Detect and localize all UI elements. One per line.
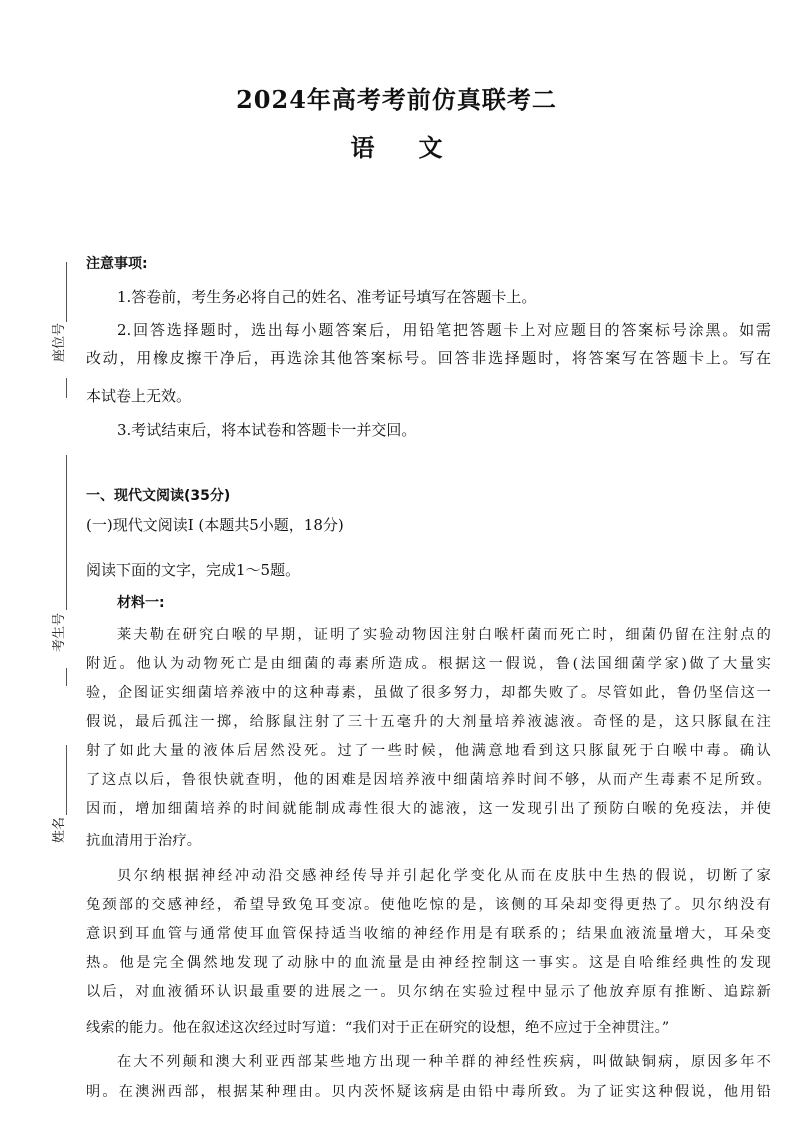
reading-instruction: 阅读下面的文字，完成1～5题。 (86, 561, 301, 579)
notice-item-2-line-3: 本试卷上无效。 (86, 387, 192, 405)
passage-line: 附近。他认为动物死亡是由细菌的毒素所造成。根据这一假说，鲁(法国细菌学家)做了大量实 (86, 656, 771, 672)
margin-line-seat-bottom (66, 378, 67, 398)
passage-line: 明。在澳洲西部，根据某种理由。贝内茨怀疑该病是由铅中毒所致。为了证实这种假说，他用铅 (86, 1084, 771, 1100)
passage-line: 线索的能力。他在叙述这次经过时写道：“我们对于正在研究的设想，绝不应过于全神贯注。” (86, 1020, 670, 1036)
notice-item-1: 1.答卷前，考生务必将自己的姓名、准考证号填写在答题卡上。 (117, 288, 537, 306)
passage-line: 验，企图证实细菌培养液中的这种毒素，虽做了很多努力，却都失败了。尽管如此，鲁仍坚信这一 (86, 685, 771, 701)
passage-line: 莱夫勒在研究白喉的早期，证明了实验动物因注射白喉杆菌而死亡时，细菌仍留在注射点的 (117, 627, 771, 643)
margin-line-seat-top (66, 262, 67, 322)
passage-line: 假说，最后孤注一掷，给豚鼠注射了三十五毫升的大剂量培养液滤液。奇怪的是，这只豚鼠在注 (86, 714, 771, 730)
passage-line: 了这点以后，鲁很快就查明，他的困难是因培养液中细菌培养时间不够，从而产生毒素不足所致。 (86, 772, 771, 788)
passage-line: 热。他是完全偶然地发现了动脉中的血流量是由神经控制这一事实。这是自哈维经典性的发现 (86, 955, 771, 971)
exam-title: 2024年高考考前仿真联考二 (236, 85, 557, 114)
section-heading: 一、现代文阅读(35分) (86, 488, 231, 504)
passage-line: 抗血清用于治疗。 (86, 833, 202, 849)
subject-title: 语文 (350, 133, 487, 162)
passage-line: 射了如此大量的液体后居然没死。过了一些时候，他满意地看到这只豚鼠死于白喉中毒。确认 (86, 743, 771, 759)
passage-line: 贝尔纳根据神经冲动沿交感神经传导并引起化学变化从而在皮肤中生热的假说，切断了家 (117, 868, 771, 884)
margin-label-exam-no: 考生号 (52, 612, 67, 652)
margin-line-exam-no-bottom (66, 668, 67, 686)
margin-label-name: 姓名 (52, 817, 67, 844)
notice-item-3: 3.考试结束后，将本试卷和答题卡一并交回。 (117, 421, 417, 439)
subsection-heading: (一)现代文阅读I (本题共5小题，18分) (86, 516, 344, 534)
margin-line-name-top (66, 745, 67, 815)
margin-line-exam-no-top (66, 455, 67, 610)
notice-item-2-line-2: 改动，用橡皮擦干净后，再选涂其他答案标号。回答非选择题时，将答案写在答题卡上。写在 (86, 349, 771, 367)
notice-heading: 注意事项: (86, 256, 148, 272)
passage-line: 兔颈部的交感神经，希望导致兔耳变凉。使他吃惊的是，该侧的耳朵却变得更热了。贝尔纳没有 (86, 897, 771, 913)
passage-line: 意识到耳血管与通常使耳血管保持适当收缩的神经作用是有联系的；结果血液流量增大，耳朵变 (86, 926, 771, 942)
passage-line: 以后，对血液循环认识最重要的进展之一。贝尔纳在实验过程中显示了他放弃原有推断、追踪新 (86, 984, 771, 1000)
notice-item-2-line-1: 2.回答选择题时，选出每小题答案后，用铅笔把答题卡上对应题目的答案标号涂黑。如需 (117, 321, 771, 339)
margin-label-seat: 座位号 (52, 322, 67, 362)
passage-line: 在大不列颠和澳大利亚西部某些地方出现一种羊群的神经性疾病，叫做缺铜病，原因多年不 (117, 1054, 771, 1070)
material-label: 材料一: (117, 595, 165, 611)
passage-line: 因而，增加细菌培养的时间就能制成毒性很大的滤液，这一发现引出了预防白喉的免疫法，并使 (86, 801, 771, 817)
